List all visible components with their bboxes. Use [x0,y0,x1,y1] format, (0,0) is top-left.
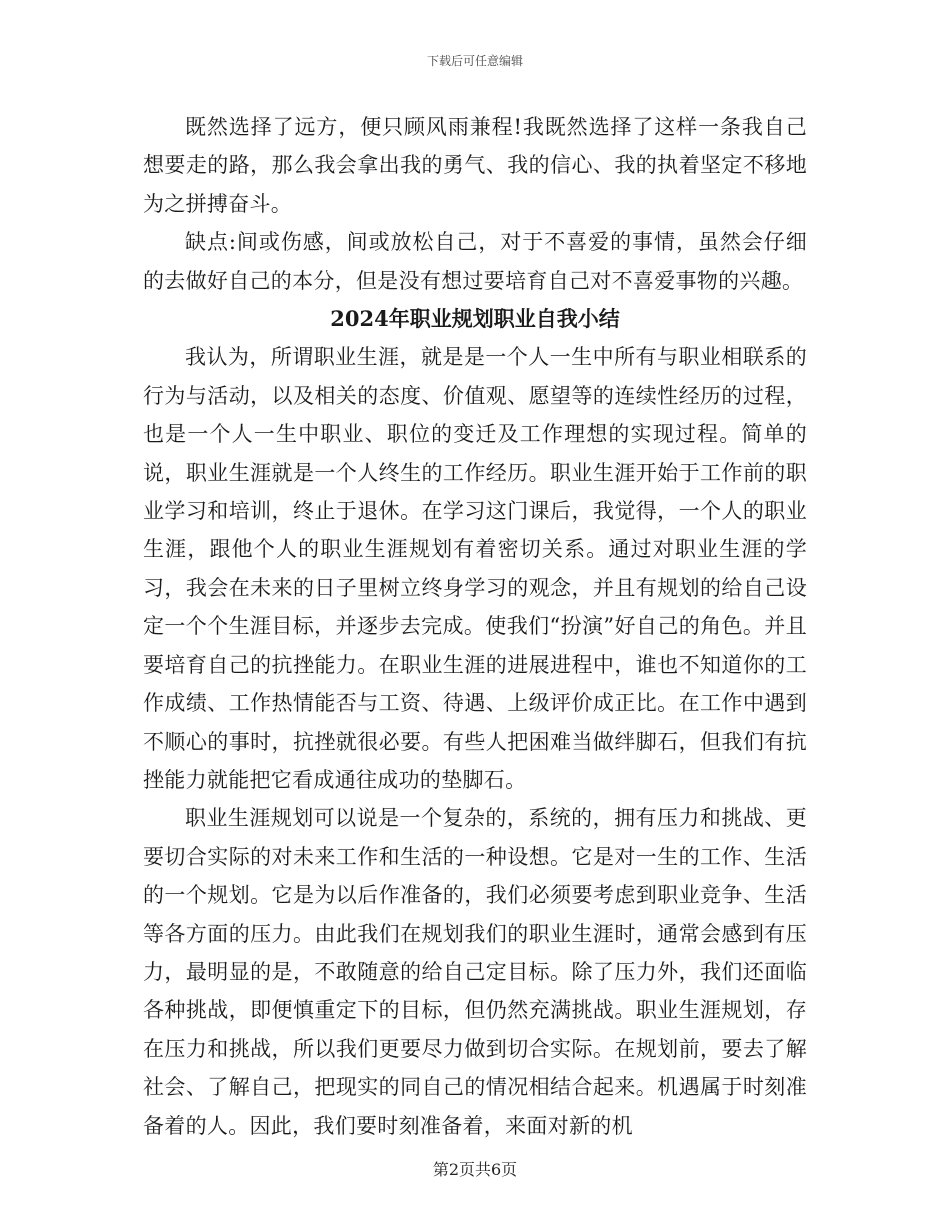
paragraph-2: 缺点:间或伤感，间或放松自己，对于不喜爱的事情，虽然会仔细的去做好自己的本分，但是没有想过要培育自己对不喜爱事物的兴趣。 [143,230,807,293]
paragraph-4: 职业生涯规划可以说是一个复杂的，系统的，拥有压力和挑战、更要切合实际的对未来工作和生活的一种设想。它是对一生的工作、生活的一个规划。它是为以后作准备的，我们必须要考虑到职业竞争、生活等各方面的压力。由此我们在规划我们的职业生涯时，通常会感到有压力，最明显的是，不敢随意的给自己定目标。除了压力外，我们还面临各种挑战，即便慎重定下的目标，但仍然充满挑战。职业生涯规划，存在压力和挑战，所以我们更要尽力做到切合实际。在规划前，要去了解社会、了解自己，把现实的同自己的情况相结合起来。机遇属于时刻准备着的人。因此，我们要时刻准备着，来面对新的机 [143,806,807,1138]
page-header-note: 下载后可任意编辑 [426,54,523,68]
page-number: 第2页共6页 [432,1160,518,1179]
paragraph-1: 既然选择了远方，便只顾风雨兼程!我既然选择了这样一条我自己想要走的路，那么我会拿出我的勇气、我的信心、我的执着坚定不移地为之拼搏奋斗。 [143,115,807,216]
paragraph-3: 我认为，所谓职业生涯，就是是一个人一生中所有与职业相联系的行为与活动，以及相关的态度、价值观、愿望等的连续性经历的过程，也是一个人一生中职业、职位的变迁及工作理想的实现过程。简单的说，职业生涯就是一个人终生的工作经历。职业生涯开始于工作前的职业学习和培训，终止于退休。在学习这门课后，我觉得，一个人的职业生涯，跟他个人的职业生涯规划有着密切关系。通过对职业生涯的学习，我会在未来的日子里树立终身学习的观念，并且有规划的给自己设定一个个生涯目标，并逐步去完成。使我们“扮演”好自己的角色。并且要培育自己的抗挫能力。在职业生涯的进展进程中，谁也不知道你的工作成绩、工作热情能否与工资、待遇、上级评价成正比。在工作中遇到不顺心的事时，抗挫就很必要。有些人把困难当做绊脚石，但我们有抗挫能力就能把它看成通往成功的垫脚石。 [143,345,807,792]
section-heading: 2024年职业规划职业自我小结 [330,306,620,332]
document-body [143,108,807,1145]
